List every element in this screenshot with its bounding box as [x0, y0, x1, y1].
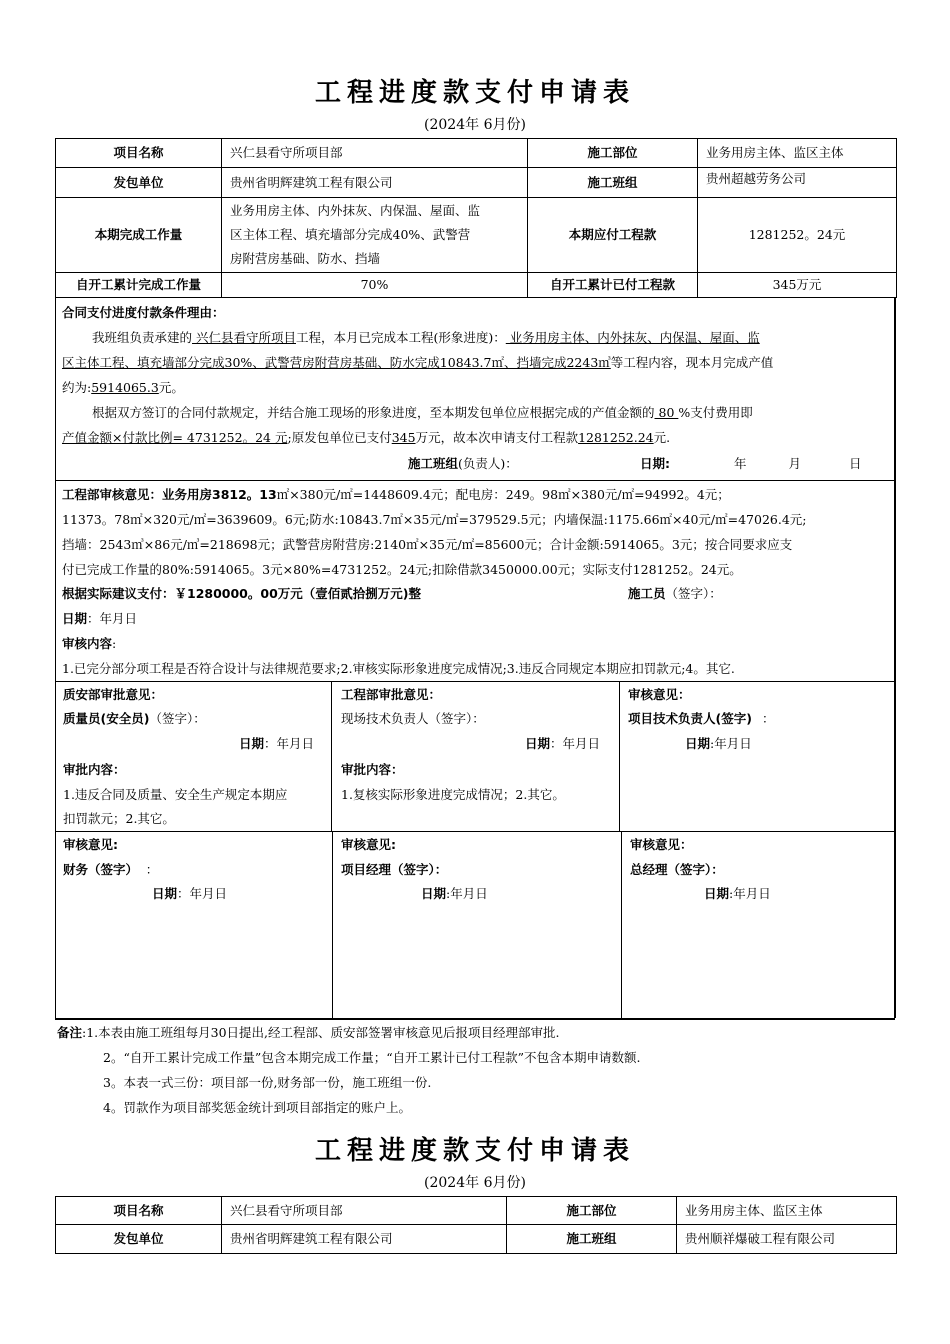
- team-sign-label: 施工班组: [408, 456, 459, 471]
- date-label: 日期: [685, 736, 711, 751]
- date-value: ：年月日: [550, 736, 601, 751]
- gm-sign: 总经理（签字）：: [630, 862, 724, 877]
- pm-date: [421, 881, 488, 906]
- table-row: [56, 168, 897, 198]
- value-construction-part: 业务用房主体、监区主体: [698, 139, 897, 168]
- date-label: 日期: [421, 886, 447, 901]
- workload-line: 房附营房基础、防水、挡墙: [230, 251, 381, 266]
- project-tech-sign: [628, 706, 774, 731]
- project-tech-label: 项目技术负责人(签字): [628, 711, 752, 726]
- value-project-name: 兴仁县看守所项目部: [222, 1197, 507, 1225]
- review-date: [62, 606, 137, 631]
- value-construction-part: 业务用房主体、监区主体: [677, 1197, 897, 1225]
- review-content-heading: [62, 631, 116, 656]
- team-sign-line: [408, 451, 518, 476]
- form-period: (2024年 6月份): [424, 117, 526, 133]
- value-cumulative-paid: 345万元: [698, 273, 897, 298]
- review-content-label: 审核内容: [62, 636, 113, 651]
- date-label: 日期:: [640, 456, 670, 471]
- pm-review-heading: 审核意见:: [341, 837, 396, 852]
- date-value: ：年月日: [87, 611, 138, 626]
- date-month: 月: [788, 456, 801, 471]
- progress-fill: 业务用房主体、内外抹灰、内保温、屋面、监: [505, 330, 760, 345]
- table-row: [56, 1225, 897, 1254]
- reason-paragraph-line: [62, 375, 184, 400]
- column-divider: [619, 681, 620, 831]
- info-table: [55, 1196, 897, 1254]
- label-cumulative-workload: 自开工累计完成工作量: [56, 273, 222, 298]
- reason-text: 等工程内容，现本月完成产值: [610, 355, 774, 370]
- workload-line: 业务用房主体、内外抹灰、内保温、屋面、监: [230, 203, 481, 218]
- date-label: 日期: [239, 736, 265, 751]
- label-construction-part: 施工部位: [507, 1197, 677, 1225]
- finance-review-heading: 审核意见:: [63, 837, 118, 852]
- table-row: [56, 273, 897, 298]
- frame-left: [55, 298, 56, 1018]
- safety-content-line: 扣罚款元；2.其它。: [63, 811, 175, 826]
- finance-sign-label: 财务（签字）: [63, 862, 132, 877]
- team-date-line: [640, 451, 862, 476]
- reason-text: 元。: [158, 380, 184, 395]
- sign-colon: ：: [145, 862, 159, 877]
- label-work-team: 施工班组: [528, 168, 698, 198]
- date-value: ：年月日: [264, 736, 315, 751]
- sign-colon: ：: [761, 711, 775, 726]
- sign-paren: （签字）：: [149, 711, 206, 726]
- table-row: [56, 198, 897, 273]
- label-cumulative-paid: 自开工累计已付工程款: [528, 273, 698, 298]
- site-tech-sign: 现场技术负责人（签字）：: [341, 711, 485, 726]
- label-contractor: 发包单位: [56, 168, 222, 198]
- date-value: :年月日: [729, 886, 771, 901]
- value-project-name: 兴仁县看守所项目部: [222, 139, 528, 168]
- value-current-payable: 1281252。24元: [698, 198, 897, 273]
- date-value: :年月日: [710, 736, 752, 751]
- finance-date: [152, 881, 227, 906]
- form-title: 工程进度款支付申请表: [314, 78, 635, 108]
- date-year: 年: [733, 456, 747, 471]
- review-line: [62, 482, 730, 507]
- review-line: 挡墙：2543㎥×86元/㎥=218698元；武警营房附营房:2140㎡×35元/㎡=85600元；合计金额:5914065。3元；按合同要求应支: [62, 537, 793, 552]
- date-day: 日: [848, 456, 862, 471]
- reason-paragraph-line: [62, 350, 773, 375]
- reason-text: 元.: [653, 430, 671, 445]
- ratio-fill: 80: [654, 405, 679, 420]
- note-text: :1.本表由施工班组每月30日提出,经工程部、质安部签署审核意见后报项目经理部审批.: [82, 1025, 560, 1040]
- date-value: ：年月日: [177, 886, 228, 901]
- date-value: :年月日: [446, 886, 488, 901]
- table-row: [56, 139, 897, 168]
- date-label: 日期: [62, 611, 88, 626]
- reason-text: 根据双方签订的合同付款规定，并结合施工现场的形象进度，至本期发包单位应根据完成的产值金额的: [92, 405, 655, 420]
- review-line: 11373。78㎡×320元/㎡=3639609。6元;防水:10843.7㎡×35元/㎡=379529.5元；内墙保温:1175.66㎡×40元/㎡=47026.4元;: [62, 512, 807, 527]
- engineering-content-line: 1.复核实际形象进度完成情况；2.其它。: [341, 787, 565, 802]
- label-project-name: 项目名称: [56, 139, 222, 168]
- divider: [55, 480, 895, 481]
- label-project-name: 项目名称: [56, 1197, 222, 1225]
- tech-review-heading: 审核意见：: [628, 687, 691, 702]
- column-divider: [332, 831, 333, 1018]
- reason-paragraph-line: [62, 425, 670, 450]
- engineering-dept-heading: 工程部审批意见：: [341, 687, 442, 702]
- divider: [55, 1018, 895, 1020]
- value-work-team: 贵州顺祥爆破工程有限公司: [677, 1225, 897, 1254]
- reason-text: 约为:: [62, 380, 92, 395]
- note-line: [57, 1021, 560, 1045]
- paid-fill: 345: [391, 430, 416, 445]
- column-divider: [621, 831, 622, 1018]
- review-label: 工程部审核意见：业务用房3812。13: [62, 487, 277, 502]
- label-work-team: 施工班组: [507, 1225, 677, 1254]
- team-sign-paren: (负责人)：: [458, 456, 518, 471]
- note-line: 4。罚款作为项目部奖惩金统计到项目部指定的账户上。: [103, 1100, 411, 1115]
- date-label: 日期: [704, 886, 730, 901]
- review-content-text: 1.已完分部分项工程是否符合设计与法律规范要求;2.审核实际形象进度完成情况;3.违反合同规定本期应扣罚款元;4。其它.: [62, 661, 735, 676]
- label-contractor: 发包单位: [56, 1225, 222, 1254]
- date-label: 日期: [525, 736, 551, 751]
- safety-content-heading: 审批内容：: [63, 762, 126, 777]
- safety-date: [239, 731, 314, 756]
- reason-heading: 合同支付进度付款条件理由：: [62, 305, 225, 320]
- form-period: (2024年 6月份): [424, 1175, 526, 1191]
- column-divider: [331, 681, 332, 831]
- safety-officer-sign: [63, 706, 206, 731]
- engineering-date: [525, 731, 600, 756]
- progress-fill: 区主体工程、填充墙部分完成30%、武警营房附营房基础、防水完成10843.7㎡、挡墙完成2243㎥: [62, 355, 611, 370]
- engineering-content-heading: 审批内容：: [341, 762, 404, 777]
- project-name-fill: 兴仁县看守所项目: [192, 330, 296, 345]
- value-contractor: 贵州省明辉建筑工程有限公司: [222, 1225, 507, 1254]
- gm-review-heading: 审核意见：: [630, 837, 693, 852]
- note-label: 备注: [57, 1025, 83, 1040]
- note-line: 2。“自开工累计完成工作量”包含本期完成工作量；“自开工累计已付工程款”不包含本期申请数额.: [103, 1050, 641, 1065]
- constructor-sign: [628, 581, 722, 606]
- form-title: 工程进度款支付申请表: [314, 1136, 635, 1166]
- label-construction-part: 施工部位: [528, 139, 698, 168]
- request-amount-fill: 1281252.24: [578, 430, 654, 445]
- reason-paragraph-line: [92, 400, 753, 425]
- value-work-team: 贵州超越劳务公司: [698, 168, 897, 198]
- pm-sign: 项目经理（签字）：: [341, 862, 448, 877]
- constructor-sign-label: 施工员: [628, 586, 666, 601]
- table-row: [56, 1197, 897, 1225]
- frame-right: [894, 298, 896, 1018]
- reason-text: 工程，本月已完成本工程(形象进度)：: [296, 330, 506, 345]
- workload-line: 区主体工程、填充墙部分完成40%、武警营: [230, 227, 471, 242]
- date-label: 日期: [152, 886, 178, 901]
- safety-dept-heading: 质安部审批意见：: [63, 687, 164, 702]
- value-current-workload: [222, 198, 528, 273]
- suggested-payment: 根据实际建议支付：￥1280000。00万元（壹佰贰拾捌万元)整: [62, 586, 421, 601]
- finance-sign: [63, 857, 158, 882]
- value-cumulative-workload: 70%: [222, 273, 528, 298]
- reason-text: 万元，故本次申请支付工程款: [415, 430, 579, 445]
- safety-officer-label: 质量员(安全员): [63, 711, 150, 726]
- constructor-sign-paren: （签字）：: [665, 586, 722, 601]
- output-value-fill: 5914065.3: [91, 380, 159, 395]
- info-table: [55, 138, 897, 298]
- label-current-workload: 本期完成工作量: [56, 198, 222, 273]
- note-line: 3。本表一式三份：项目部一份,财务部一份，施工班组一份.: [103, 1075, 432, 1090]
- review-line: 付已完成工作量的80%:5914065。3元×80%=4731252。24元;扣除借款3450000.00元；实际支付1281252。24元。: [62, 562, 742, 577]
- label-current-payable: 本期应付工程款: [528, 198, 698, 273]
- gm-date: [704, 881, 771, 906]
- divider: [55, 681, 895, 682]
- reason-paragraph-line: [92, 325, 760, 350]
- reason-text: ;原发包单位已支付: [287, 430, 392, 445]
- reason-text: %支付费用即: [678, 405, 753, 420]
- value-contractor: 贵州省明辉建筑工程有限公司: [222, 168, 528, 198]
- amount-formula-fill: 产值金额×付款比例= 4731252。24 元: [62, 430, 288, 445]
- review-content-colon: :: [112, 636, 117, 651]
- safety-content-line: 1.违反合同及质量、安全生产规定本期应: [63, 787, 288, 802]
- review-text: ㎡×380元/㎡=1448609.4元；配电房：249。98㎡×380元/㎡=94992。4元；: [276, 487, 730, 502]
- tech-date: [685, 731, 752, 756]
- divider: [55, 831, 895, 832]
- reason-text: 我班组负责承建的: [92, 330, 193, 345]
